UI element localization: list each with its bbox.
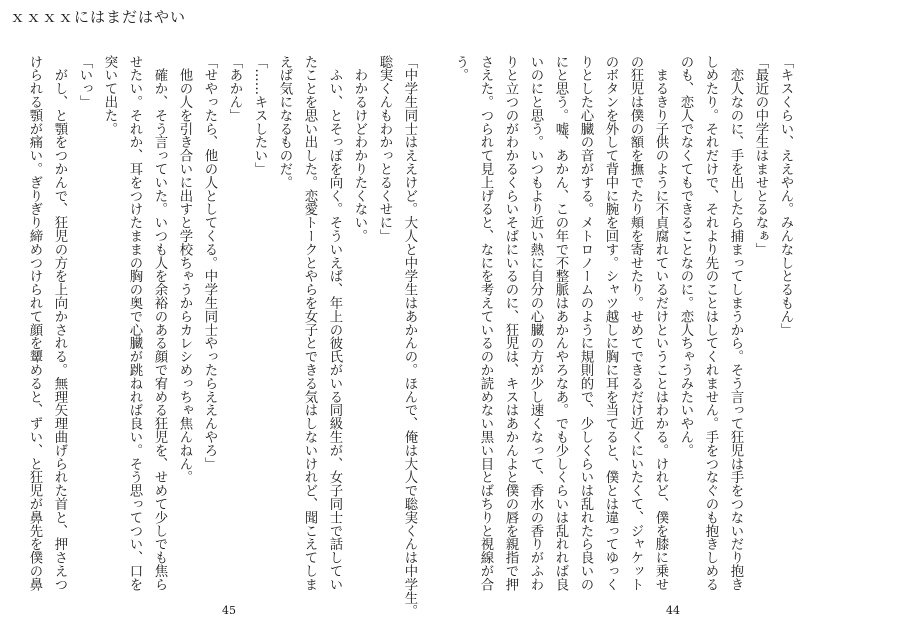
text-line: う。 <box>453 55 468 82</box>
text-line: 「中学生同士はええけど。大人と中学生はあかんの。ほんで、俺は大人で聡実くんは中学生。 <box>402 55 417 618</box>
text-line: しめたり。それだけで、それより先のことはしてくれません。手をつなぐのも抱きしめる <box>703 55 718 591</box>
text-line: がし、と顎をつかんで、狂児の方を上向かされる。無理矢理曲げられた首と、押さえつ <box>52 55 67 591</box>
page-right <box>453 55 798 595</box>
text-line: 他の人を引き合いに出すと学校ちゃうからカレシめっちゃ焦んねん。 <box>177 55 192 484</box>
running-header-title: ｘｘｘｘにはまだはやい <box>10 8 187 26</box>
text-line: 確か、そう言っていた。いつも人を余裕のある顔で宥める狂児を、せめて少しでも焦ら <box>152 55 167 591</box>
text-line: のボタンを外して背中に腕を回す。シャツ越しに胸に耳を当てると、僕とは違ってゆっく <box>603 55 618 591</box>
text-line: さえた。つられて見上げると、なにを考えているのか読めない黒い目とばちりと視線が合 <box>478 55 493 591</box>
text-line: の狂児は僕の額を撫でたり頬を寄せたり。せめてできるだけ近くにいたくて、ジャケット <box>628 55 643 591</box>
text-line: のも、恋人でなくてもできることなのに。恋人ちゃうみたいやん。 <box>678 55 693 457</box>
text-line: 「いっ」 <box>77 55 92 109</box>
text-line: けられる顎が痛い。ぎりぎり締めつけられて顔を顰めると、ずい、と狂児が鼻先を僕の鼻 <box>27 55 42 591</box>
text-line: 「キスくらい、ええやん。みんなしとるもん」 <box>778 55 793 337</box>
text-line: せたい。それか、耳をつけたままの胸の奥で心臓が跳ねれば良い。そう思ってつい、口を <box>127 55 142 591</box>
text-line: 「あかん」 <box>227 55 242 122</box>
text-line: まるきり子供のように不貞腐れているだけということはわかる。けれど、僕を膝に乗せ <box>653 55 668 591</box>
text-line: ふい、とそっぽを向く。そういえば、年上の彼氏がいる同級生が、女子同士で話してい <box>327 55 342 591</box>
text-line: 「……キスしたい」 <box>252 55 267 176</box>
text-line: 「せやったら、他の人としてくる。中学生同士やったらええんやろ」 <box>202 55 217 471</box>
text-line: 恋人なのに、手を出したら捕まってしまうから。そう言って狂児は手をつないだり抱き <box>728 55 743 591</box>
page-number-right: 44 <box>666 604 680 617</box>
text-line: えば気になるものだ。 <box>277 55 292 189</box>
text-line: 突いて出た。 <box>102 55 117 136</box>
text-line: わかるけどわかりたくない。 <box>352 55 367 243</box>
page-right-body <box>448 55 798 595</box>
text-line: 聡実くんもわかっとるくせに」 <box>377 55 392 243</box>
text-line: いのにと思う。いつもより近い熱に自分の心臓の方が少し速くなって、香水の香りがふわ <box>528 55 543 591</box>
text-line: 「最近の中学生はませとるなぁ」 <box>753 55 768 256</box>
text-line: たことを思い出した。恋愛トークとやらを女子とできる気はしないけれど、聞こえてしま <box>302 55 317 591</box>
text-line: にと思う。嘘、あかん、この年で不整脈はあかんやろなあ。でも少しくらいは乱れれば良 <box>553 55 568 591</box>
text-line: りとした心臓の音がする。メトロノームのように規則的で、少しくらいは乱れたら良いの <box>578 55 593 591</box>
text-line: りと立つのがわかるくらいそばにいるのに、狂児は、キスはあかんよと僕の唇を親指で押 <box>503 55 518 591</box>
page-number-left: 45 <box>222 604 236 617</box>
